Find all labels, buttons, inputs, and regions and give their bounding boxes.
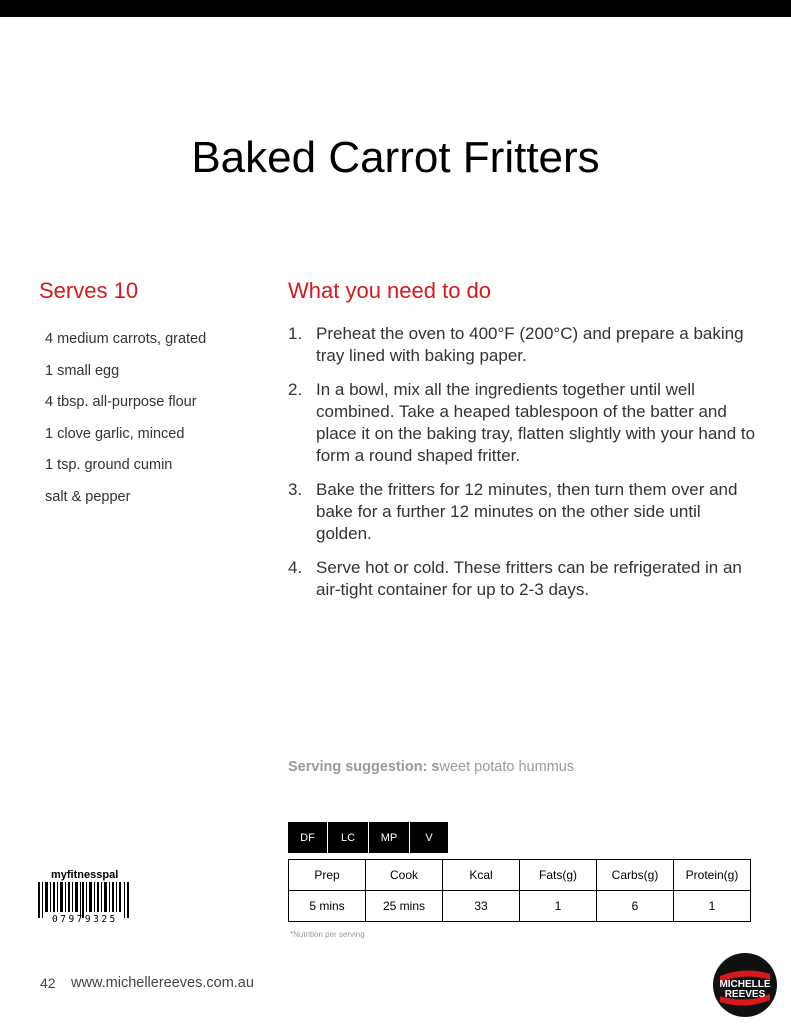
nutrition-value-cell: 33	[443, 891, 520, 922]
step-text: Preheat the oven to 400°F (200°C) and prepare a baking tray lined with baking paper.	[316, 324, 744, 365]
nutrition-header-cell: Kcal	[443, 860, 520, 891]
ingredient-list	[45, 329, 206, 518]
diet-badge-lc: LC	[328, 822, 369, 853]
ingredient-item: 1 clove garlic, minced	[45, 425, 185, 442]
step-number: 3.	[288, 480, 303, 499]
michelle-reeves-logo-icon	[712, 952, 778, 1018]
ingredient-item: 4 medium carrots, grated	[45, 331, 207, 347]
nutrition-value-cell: 1	[674, 891, 751, 922]
nutrition-note: *Nutrition per serving	[290, 930, 365, 939]
ingredient-item: salt & pepper	[45, 488, 131, 505]
nutrition-value-cell: 1	[520, 891, 597, 922]
nutrition-header-cell: Carbs(g)	[597, 860, 674, 891]
ingredient-item: 1 tsp. ground cumin	[45, 457, 173, 473]
nutrition-header-cell: Protein(g)	[674, 860, 751, 891]
step-item	[288, 379, 758, 467]
ingredient-item: 4 tbsp. all-purpose flour	[45, 394, 197, 410]
recipe-title: Baked Carrot Fritters	[191, 133, 600, 182]
diet-badges	[288, 822, 449, 853]
nutrition-header-cell: Cook	[366, 860, 443, 891]
step-list	[288, 323, 758, 613]
myfitnesspal-label: myfitnesspal	[51, 869, 119, 881]
nutrition-value-cell: 5 mins	[289, 891, 366, 922]
step-item	[288, 479, 758, 545]
step-number: 1.	[288, 324, 303, 343]
nutrition-header-cell: Fats(g)	[520, 860, 597, 891]
diet-badge-mp: MP	[369, 822, 410, 853]
step-number: 2.	[288, 380, 303, 399]
step-text: Bake the fritters for 12 minutes, then turn them over and bake for a further 12 minutes on the other side until golden.	[316, 480, 738, 543]
nutrition-table	[288, 859, 751, 922]
website-link[interactable]: www.michellereeves.com.au	[71, 975, 254, 991]
nutrition-value-cell: 25 mins	[366, 891, 443, 922]
nutrition-header-cell: Prep	[289, 860, 366, 891]
barcode-number: 07979325	[52, 914, 118, 925]
nutrition-value-row	[289, 891, 751, 922]
logo-line2: REEVES	[724, 989, 766, 1000]
top-bar	[0, 0, 791, 17]
serving-suggestion-label: Serving suggestion: s	[288, 759, 440, 775]
step-item	[288, 323, 758, 367]
diet-badge-v: V	[410, 822, 449, 853]
step-text: Serve hot or cold. These fritters can be refrigerated in an air-tight container for up to 2-3 days.	[316, 558, 742, 599]
step-number: 4.	[288, 558, 303, 577]
serving-suggestion	[288, 759, 574, 775]
nutrition-header-row	[289, 860, 751, 891]
serves-heading: Serves 10	[39, 278, 139, 303]
steps-heading: What you need to do	[288, 278, 492, 303]
logo-line1: MICHELLE	[719, 979, 771, 990]
ingredient-item: 1 small egg	[45, 362, 120, 379]
serving-suggestion-value: weet potato hummus	[439, 759, 575, 775]
page-number: 42	[40, 975, 56, 991]
diet-badge-df: DF	[288, 822, 328, 853]
step-item	[288, 557, 758, 601]
nutrition-value-cell: 6	[597, 891, 674, 922]
step-text: In a bowl, mix all the ingredients together until well combined. Take a heaped tablespoon of the batter and place it on the baking tray, flatten slightly with your hand to form a round shaped fritter.	[316, 380, 756, 465]
barcode-icon	[38, 882, 130, 918]
